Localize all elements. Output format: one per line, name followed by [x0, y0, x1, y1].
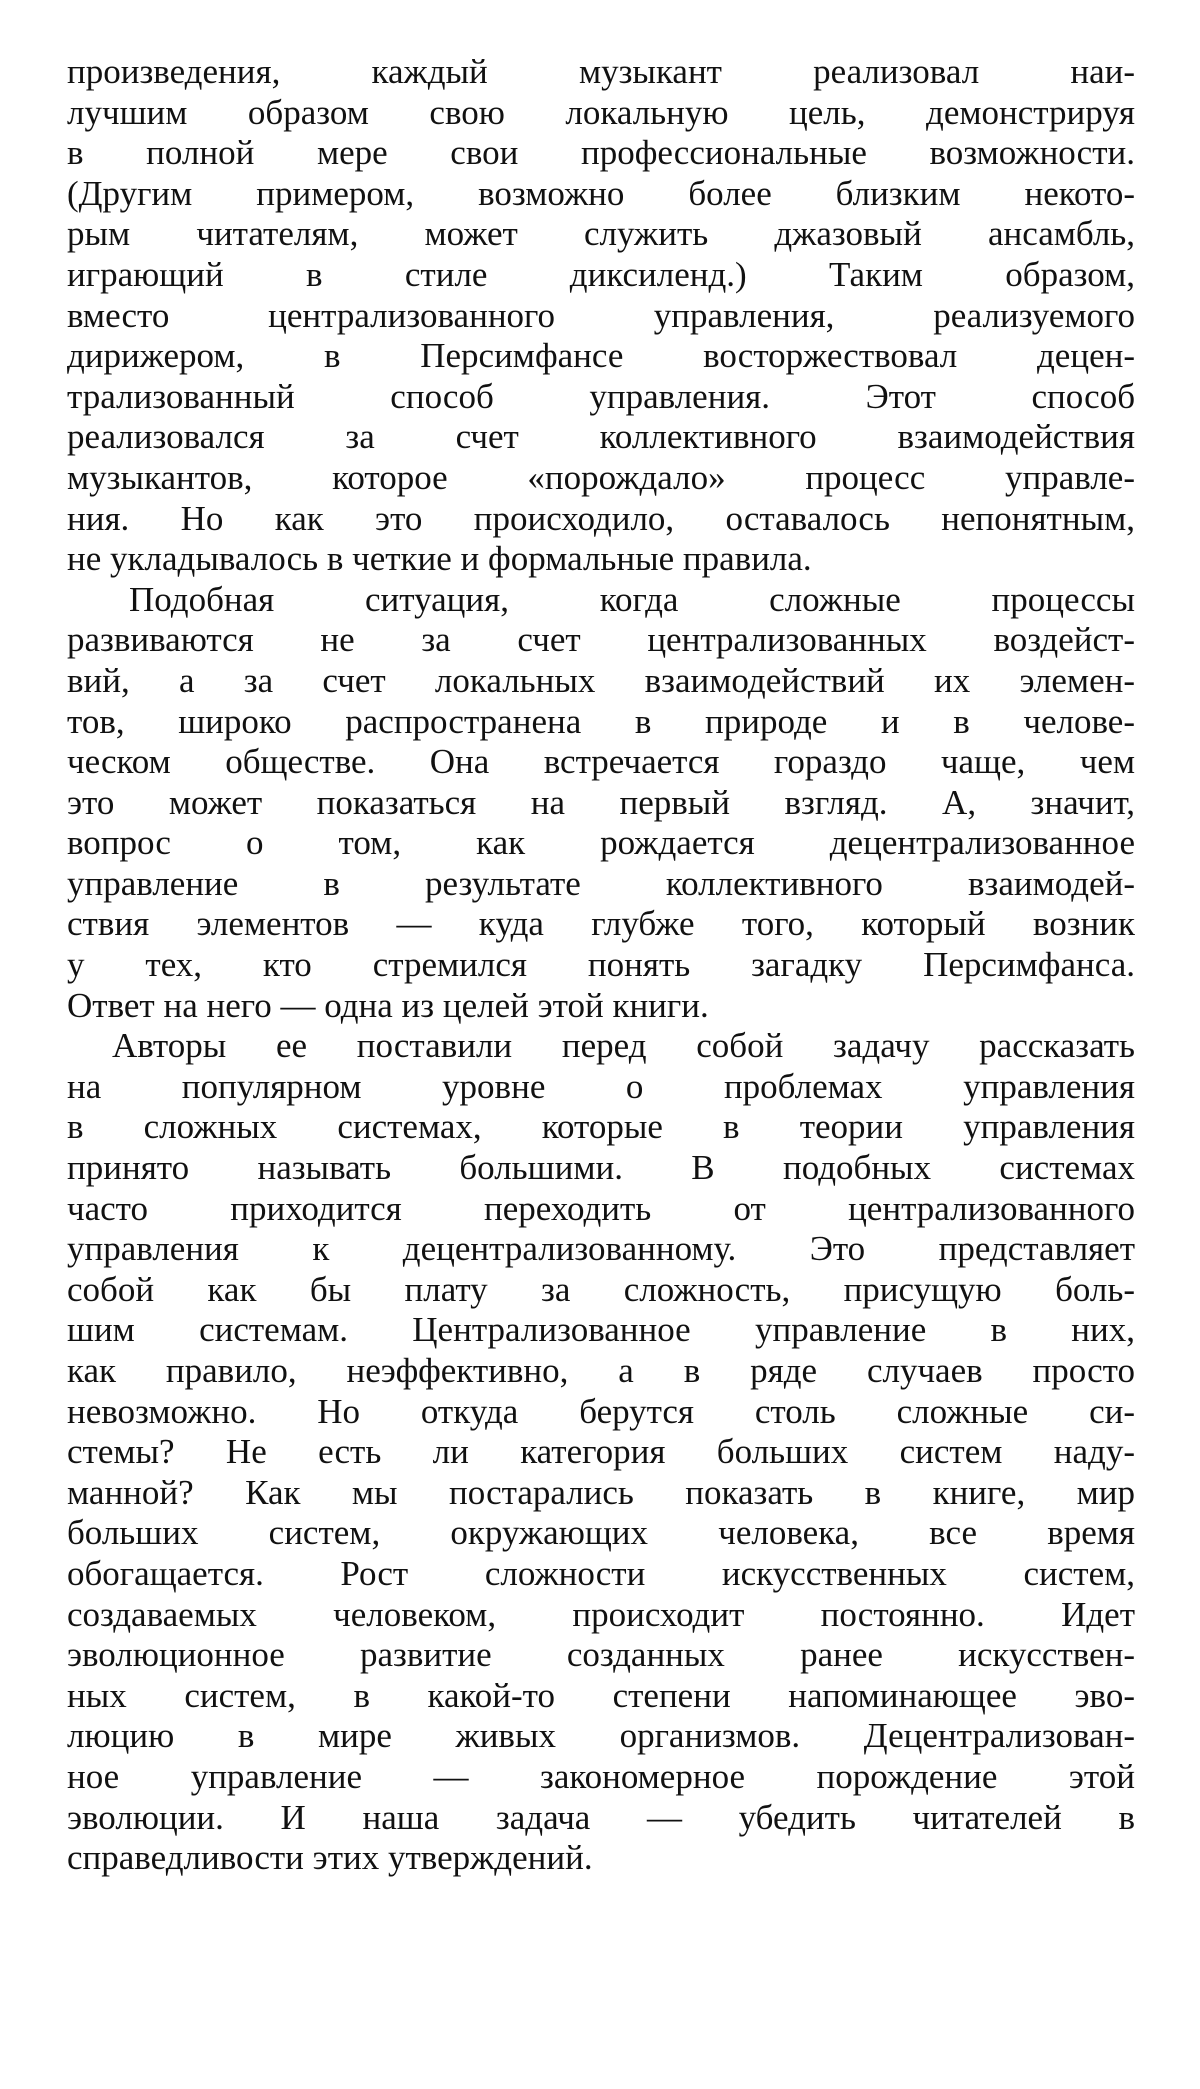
text-line: ческом обществе. Она встречается гораздо чаще, чем	[67, 742, 1135, 782]
text-line: шим системам. Централизованное управление в них,	[67, 1310, 1135, 1350]
text-line: Подобная ситуация, когда сложные процессы	[129, 579, 1135, 619]
text-line: обогащается. Рост сложности искусственных систем,	[67, 1553, 1135, 1593]
text-line: на популярном уровне о проблемах управления	[67, 1066, 1135, 1106]
text-line: как правило, неэффективно, а в ряде случаев просто	[67, 1351, 1135, 1390]
text-line: (Другим примером, возможно более близким некото-	[67, 173, 1135, 213]
text-line: у тех, кто стремился понять загадку Персимфанса.	[67, 945, 1135, 985]
text-line: развиваются не за счет централизованных воздейст-	[67, 620, 1135, 660]
text-line: управление в результате коллективного взаимодей-	[67, 863, 1135, 903]
text-line: тов, широко распространена в природе и в челове-	[67, 701, 1135, 741]
text-line: люцию в мире живых организмов. Децентрализован-	[67, 1716, 1135, 1756]
text-line: лучшим образом свою локальную цель, демонстрируя	[67, 92, 1135, 132]
text-line: часто приходится переходить от централизованного	[67, 1188, 1135, 1228]
text-line: вместо централизованного управления, реализуемого	[67, 295, 1135, 335]
text-line: собой как бы плату за сложность, присущую боль-	[67, 1269, 1135, 1309]
text-line: вопрос о том, как рождается децентрализованное	[67, 823, 1135, 863]
text-line: управления к децентрализованному. Это представляет	[67, 1229, 1135, 1269]
text-line: больших систем, окружающих человека, все время	[67, 1513, 1135, 1553]
text-line: не укладывалось в четкие и формальные правила.	[67, 539, 812, 579]
text-line: ствия элементов — куда глубже того, который возник	[67, 904, 1135, 944]
text-line: создаваемых человеком, происходит постоянно. Идет	[67, 1594, 1135, 1634]
text-line: это может показаться на первый взгляд. А, значит,	[67, 782, 1135, 822]
text-line: принято называть большими. В подобных системах	[67, 1148, 1135, 1188]
paragraph-1	[67, 52, 1135, 580]
text-line: рым читателям, может служить джазовый ансамбль,	[67, 214, 1135, 254]
text-line: манной? Как мы постарались показать в книге, мир	[67, 1472, 1135, 1512]
text-line: эволюционное развитие созданных ранее искусствен-	[67, 1635, 1135, 1675]
text-line: трализованный способ управления. Этот способ	[67, 376, 1135, 416]
text-line: Ответ на него — одна из целей этой книги.	[67, 985, 709, 1025]
book-page	[67, 52, 1135, 1879]
text-line: музыкантов, которое «порождало» процесс управле-	[67, 457, 1135, 497]
text-line: произведения, каждый музыкант реализовал наи-	[67, 52, 1135, 91]
paragraph-3	[67, 1026, 1135, 1878]
text-line: справедливости этих утверждений.	[67, 1838, 593, 1878]
text-line: в полной мере свои профессиональные возможности.	[67, 133, 1135, 173]
text-line: дирижером, в Персимфансе восторжествовал децен-	[67, 336, 1135, 376]
text-line: ных систем, в какой-то степени напоминающее эво-	[67, 1675, 1135, 1715]
paragraph-2	[67, 580, 1135, 1027]
text-line: ния. Но как это происходило, оставалось непонятным,	[67, 498, 1135, 538]
text-line: в сложных системах, которые в теории управления	[67, 1107, 1135, 1147]
text-line: Авторы ее поставили перед собой задачу рассказать	[112, 1026, 1135, 1066]
text-line: вий, а за счет локальных взаимодействий их элемен-	[67, 660, 1135, 700]
text-line: ное управление — закономерное порождение этой	[67, 1756, 1135, 1796]
text-line: играющий в стиле диксиленд.) Таким образом,	[67, 254, 1135, 294]
text-line: стемы? Не есть ли категория больших систем наду-	[67, 1432, 1135, 1472]
text-line: эволюции. И наша задача — убедить читателей в	[67, 1797, 1135, 1837]
text-line: реализовался за счет коллективного взаимодействия	[67, 417, 1135, 457]
text-line: невозможно. Но откуда берутся столь сложные си-	[67, 1391, 1135, 1431]
